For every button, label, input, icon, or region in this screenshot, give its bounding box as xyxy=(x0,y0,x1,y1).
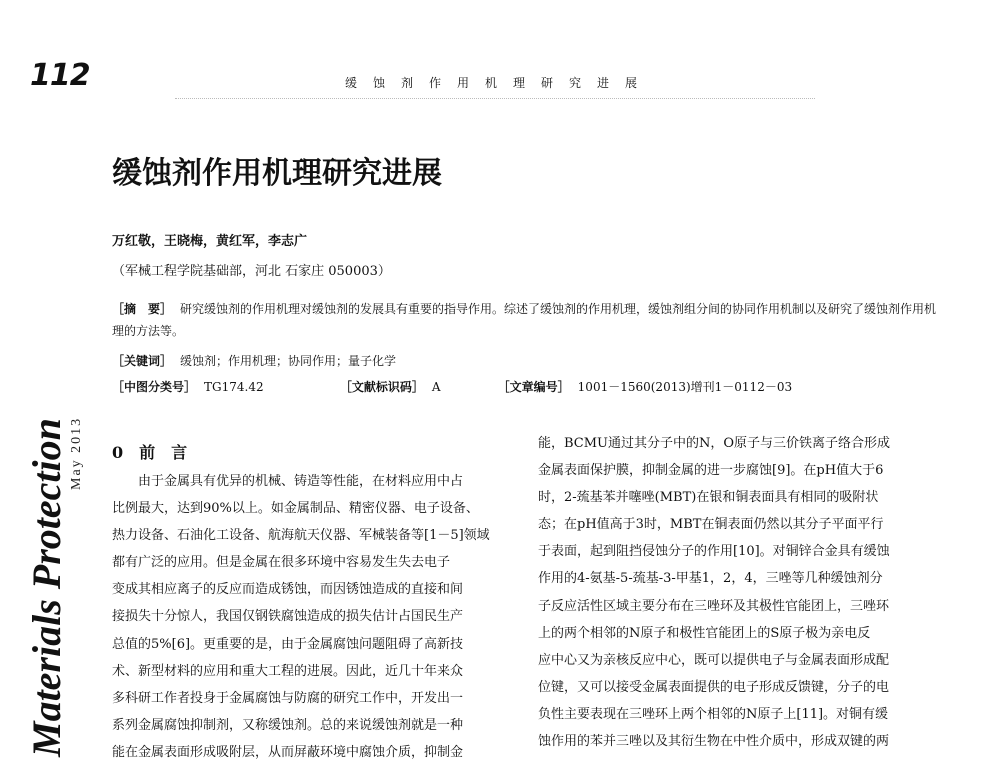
left-line: 热力设备、石油化工设备、航海航天仪器、军械装备等[1－5]领域 xyxy=(112,528,490,544)
affiliation: （军械工程学院基础部，河北 石家庄 050003） xyxy=(112,264,391,279)
abstract-text: 研究缓蚀剂的作用机理对缓蚀剂的发展具有重要的指导作用。综述了缓蚀剂的作用机理，缓蚀剂组分间的协同作用机制以及研究了缓蚀剂作用机理的方法等。 xyxy=(112,302,937,338)
side-date: May 2013 xyxy=(69,416,84,490)
right-line: 蚀作用的苯并三唑以及其衍生物在中性介质中，形成双键的两 xyxy=(538,734,890,750)
right-line: 态；在pH值高于3时，MBT在铜表面仍然以其分子平面平行 xyxy=(538,517,884,533)
abstract xyxy=(112,298,942,342)
header-divider xyxy=(175,98,815,101)
clc-value: TG174.42 xyxy=(204,380,264,394)
left-line: 比例最大，达到90%以上。如金属制品、精密仪器、电子设备、 xyxy=(112,501,479,517)
authors: 万红敬，王晓梅，黄红军，李志广 xyxy=(112,234,308,249)
left-line: 接损失十分惊人，我国仅钢铁腐蚀造成的损失估计占国民生产 xyxy=(112,609,464,625)
left-line: 由于金属具有优异的机械、铸造等性能，在材料应用中占 xyxy=(112,474,464,489)
right-line: 位键，又可以接受金属表面提供的电子形成反馈键，分子的电 xyxy=(538,679,890,695)
keywords-label: ［关键词］ xyxy=(112,354,173,368)
running-header: 缓蚀剂作用机理研究进展 xyxy=(345,76,654,90)
doc-code-label: ［文献标识码］ xyxy=(339,380,424,394)
classification-line xyxy=(112,376,942,398)
right-line: 子反应活性区域主要分布在三唑环及其极性官能团上，三唑环 xyxy=(538,598,890,614)
left-column xyxy=(112,468,514,766)
left-line: 能在金属表面形成吸附层，从而屏蔽环境中腐蚀介质，抑制金 xyxy=(112,744,464,760)
abstract-label: ［摘 要］ xyxy=(112,302,173,316)
left-line: 变成其相应离子的反应而造成锈蚀，而因锈蚀造成的直接和间 xyxy=(112,582,464,598)
right-line: 金属表面保护膜，抑制金属的进一步腐蚀[9]。在pH值大于6 xyxy=(538,463,884,479)
right-line: 应中心又为亲核反应中心，既可以提供电子与金属表面形成配 xyxy=(538,652,890,668)
right-line: 于表面，起到阻挡侵蚀分子的作用[10]。对铜锌合金具有缓蚀 xyxy=(538,544,890,560)
journal-sidebar-svg xyxy=(8,385,88,757)
left-line: 系列金属腐蚀抑制剂，又称缓蚀剂。总的来说缓蚀剂就是一种 xyxy=(112,717,464,733)
section-heading: 0 前 言 xyxy=(112,443,188,462)
page-number: 112 xyxy=(30,58,90,93)
side-journal: Materials Protection xyxy=(24,418,69,757)
right-line: 上的两个相邻的N原子和极性官能团上的S原子极为亲电反 xyxy=(538,625,871,641)
article-number-label: ［文章编号］ xyxy=(497,380,570,394)
doc-code-value: A xyxy=(431,380,441,394)
keywords xyxy=(112,350,942,372)
right-line: 负性主要表现在三唑环上两个相邻的N原子上[11]。对铜有缓 xyxy=(538,706,889,722)
article-title: 缓蚀剂作用机理研究进展 xyxy=(112,156,442,191)
right-column xyxy=(538,430,940,755)
left-line: 多科研工作者投身于金属腐蚀与防腐的研究工作中，开发出一 xyxy=(112,690,464,706)
right-line: 能，BCMU通过其分子中的N，O原子与三价铁离子络合形成 xyxy=(538,436,891,451)
left-line: 都有广泛的应用。但是金属在很多环境中容易发生失去电子 xyxy=(112,555,451,571)
keywords-text: 缓蚀剂；作用机理；协同作用；量子化学 xyxy=(180,354,397,368)
clc-label: ［中图分类号］ xyxy=(112,380,197,394)
journal-sidebar xyxy=(8,385,88,757)
right-line: 作用的4-氨基-5-巯基-3-甲基1，2，4，三唑等几种缓蚀剂分 xyxy=(538,571,883,587)
right-line: 时，2-巯基苯并噻唑(MBT)在银和铜表面具有相同的吸附状 xyxy=(538,490,879,506)
article-number-value: 1001－1560(2013)增刊1－0112－03 xyxy=(577,380,793,394)
left-line: 术、新型材料的应用和重大工程的进展。因此，近几十年来众 xyxy=(112,663,464,679)
left-line: 总值的5%[6]。更重要的是，由于金属腐蚀问题阻碍了高新技 xyxy=(112,636,464,652)
